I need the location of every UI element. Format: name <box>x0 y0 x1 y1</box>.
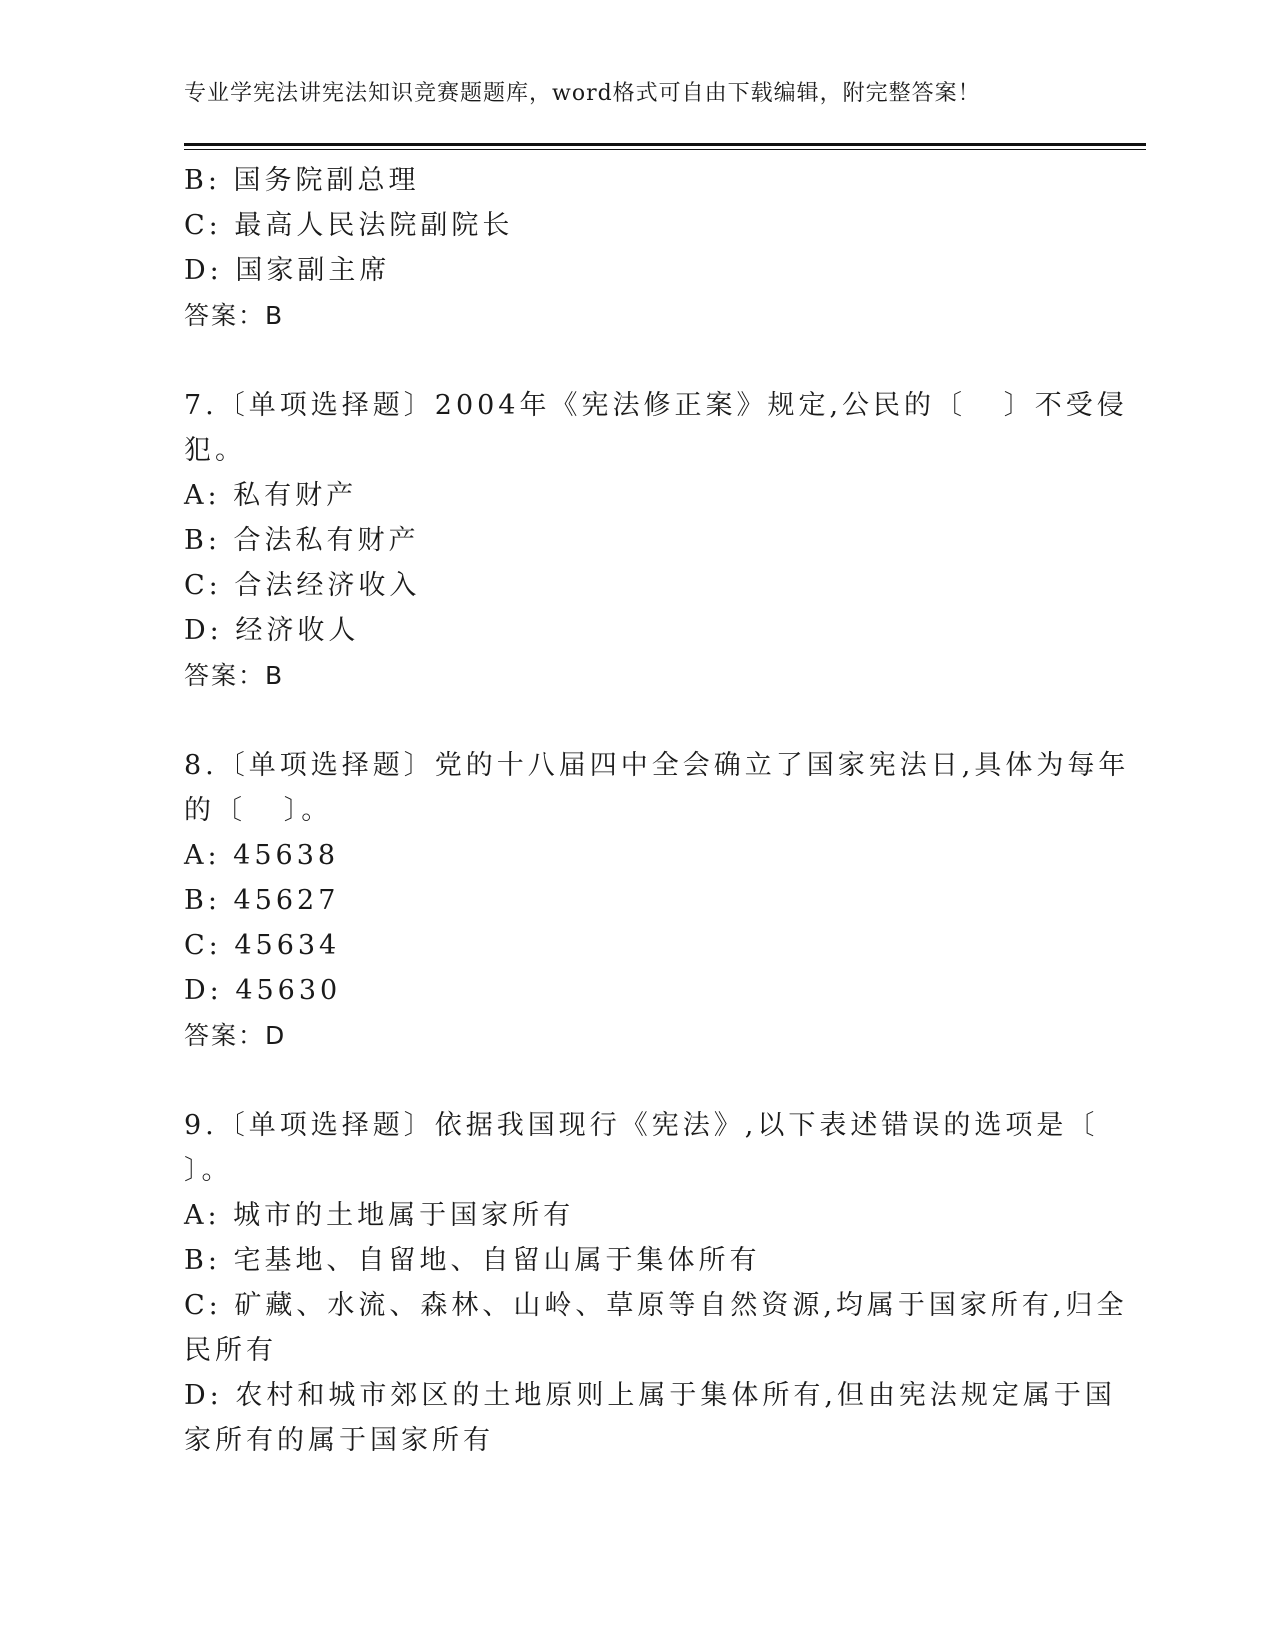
header-rule-thick <box>184 143 1146 146</box>
header-rule-thin <box>184 149 1146 150</box>
option-line: A: 45638 <box>184 840 340 871</box>
question-8 <box>184 743 1130 1058</box>
option-line: B: 宅基地、自留地、自留山属于集体所有 <box>184 1245 761 1276</box>
option-line: 家所有的属于国家所有 <box>184 1425 494 1456</box>
question-stem: 8.〔单项选择题〕党的十八届四中全会确立了国家宪法日,具体为每年 <box>184 750 1130 781</box>
option-line: A: 城市的土地属于国家所有 <box>184 1200 575 1231</box>
option-line: D: 农村和城市郊区的土地原则上属于集体所有,但由宪法规定属于国 <box>184 1380 1116 1411</box>
option-line: B: 国务院副总理 <box>184 165 420 196</box>
option-line: D: 45630 <box>184 975 342 1006</box>
option-line: D: 经济收人 <box>184 615 360 646</box>
question-7 <box>184 383 1128 698</box>
option-line: C: 45634 <box>184 930 341 961</box>
option-line: A: 私有财产 <box>184 480 358 511</box>
answer-line: 答案：D <box>184 1021 287 1050</box>
option-line: B: 合法私有财产 <box>184 525 420 556</box>
question-9 <box>184 1103 1128 1463</box>
option-line: C: 合法经济收入 <box>184 570 421 601</box>
answer-line: 答案：B <box>184 661 285 690</box>
question-stem: 7.〔单项选择题〕2004年《宪法修正案》规定,公民的〔 〕不受侵 <box>184 390 1128 421</box>
question-stem: 犯。 <box>184 435 246 466</box>
question-stem: 的〔 〕。 <box>184 795 333 826</box>
option-line: 民所有 <box>184 1335 277 1366</box>
answer-line: 答案：B <box>184 301 285 330</box>
option-line: C: 最高人民法院副院长 <box>184 210 514 241</box>
document-body <box>184 158 1130 1463</box>
option-line: B: 45627 <box>184 885 340 916</box>
option-line: D: 国家副主席 <box>184 255 391 286</box>
page-header: 专业学宪法讲宪法知识竞赛题题库，word格式可自由下载编辑，附完整答案！ <box>184 81 981 106</box>
option-line: C: 矿藏、水流、森林、山岭、草原等自然资源,均属于国家所有,归全 <box>184 1290 1128 1321</box>
question-6-tail <box>184 158 1064 338</box>
question-stem: 〕。 <box>184 1155 233 1186</box>
question-stem: 9.〔单项选择题〕依据我国现行《宪法》,以下表述错误的选项是〔 <box>184 1110 1099 1141</box>
